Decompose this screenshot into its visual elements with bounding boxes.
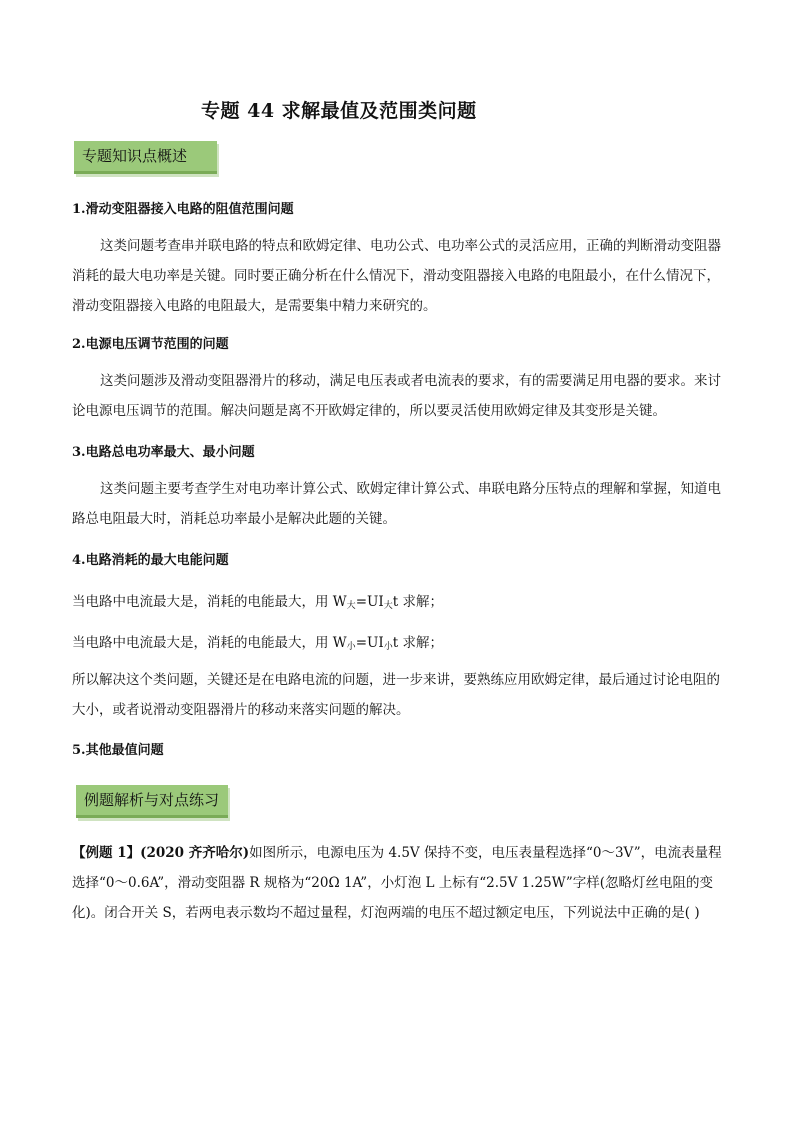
formula-line-min: 当电路中电流最大是，消耗的电能最大，用 $W_小=UI_小t$ 求解； <box>72 635 443 652</box>
topic-5-heading: 5.其他最值问题 <box>72 743 164 758</box>
topic-4-paragraph: 所以解决这个类问题，关键还是在电路电流的问题，进一步来讲，要熟练应用欧姆定律，最后通过讨论电阻的大小，或者说滑动变阻器滑片的移动来落实问题的解决。 <box>72 672 720 718</box>
topic-3-paragraph: 这类问题主要考查学生对电功率计算公式、欧姆定律计算公式、串联电路分压特点的理解和掌握，知道电路总电阻最大时，消耗总功率最小是解决此题的关键。 <box>72 481 721 527</box>
example-1-label: 【例题 1】(2020 齐齐哈尔) <box>72 845 250 861</box>
section-badge-label: 例题解析与对点练习 <box>84 791 220 809</box>
example-1-paragraph <box>72 838 722 928</box>
topic-2-heading: 2.电源电压调节范围的问题 <box>72 337 229 352</box>
section-badge-overview <box>74 141 217 174</box>
example-1-text: 如图所示，电源电压为 4.5V 保持不变，电压表量程选择“0～3V”，电流表量程选择“0～0.6A”，滑动变阻器 R 规格为“20Ω 1A”，小灯泡 L 上标有“2.5V 1.25W”字样(忽略灯丝电阻的变化)。闭合开关 S，若两电表示数均不超过量程，灯泡两端的电压不超过额定电压，下列说法中正确的是( ) <box>72 845 722 921</box>
formula-line-max: 当电路中电流最大是，消耗的电能最大，用 $W_大=UI_大t$ 求解； <box>72 594 443 611</box>
topic-1-paragraph: 这类问题考查串并联电路的特点和欧姆定律、电功公式、电功率公式的灵活应用，正确的判断滑动变阻器消耗的最大电功率是关键。同时要正确分析在什么情况下，滑动变阻器接入电路的电阻最小，在什么情况下，滑动变阻器接入电路的电阻最大，是需要集中精力来研究的。 <box>72 238 721 314</box>
topic-1-heading: 1.滑动变阻器接入电路的阻值范围问题 <box>72 202 294 217</box>
topic-4-heading: 4.电路消耗的最大电能问题 <box>72 553 229 568</box>
section-badge-label: 专题知识点概述 <box>82 147 188 165</box>
topic-3-heading: 3.电路总电功率最大、最小问题 <box>72 445 255 460</box>
page-title: 专题 44 求解最值及范围类问题 <box>201 100 477 122</box>
section-badge-examples <box>76 785 228 818</box>
topic-2-paragraph: 这类问题涉及滑动变阻器滑片的移动，满足电压表或者电流表的要求，有的需要满足用电器的要求。来讨论电源电压调节的范围。解决问题是离不开欧姆定律的，所以要灵活使用欧姆定律及其变形是关键。 <box>72 373 721 419</box>
